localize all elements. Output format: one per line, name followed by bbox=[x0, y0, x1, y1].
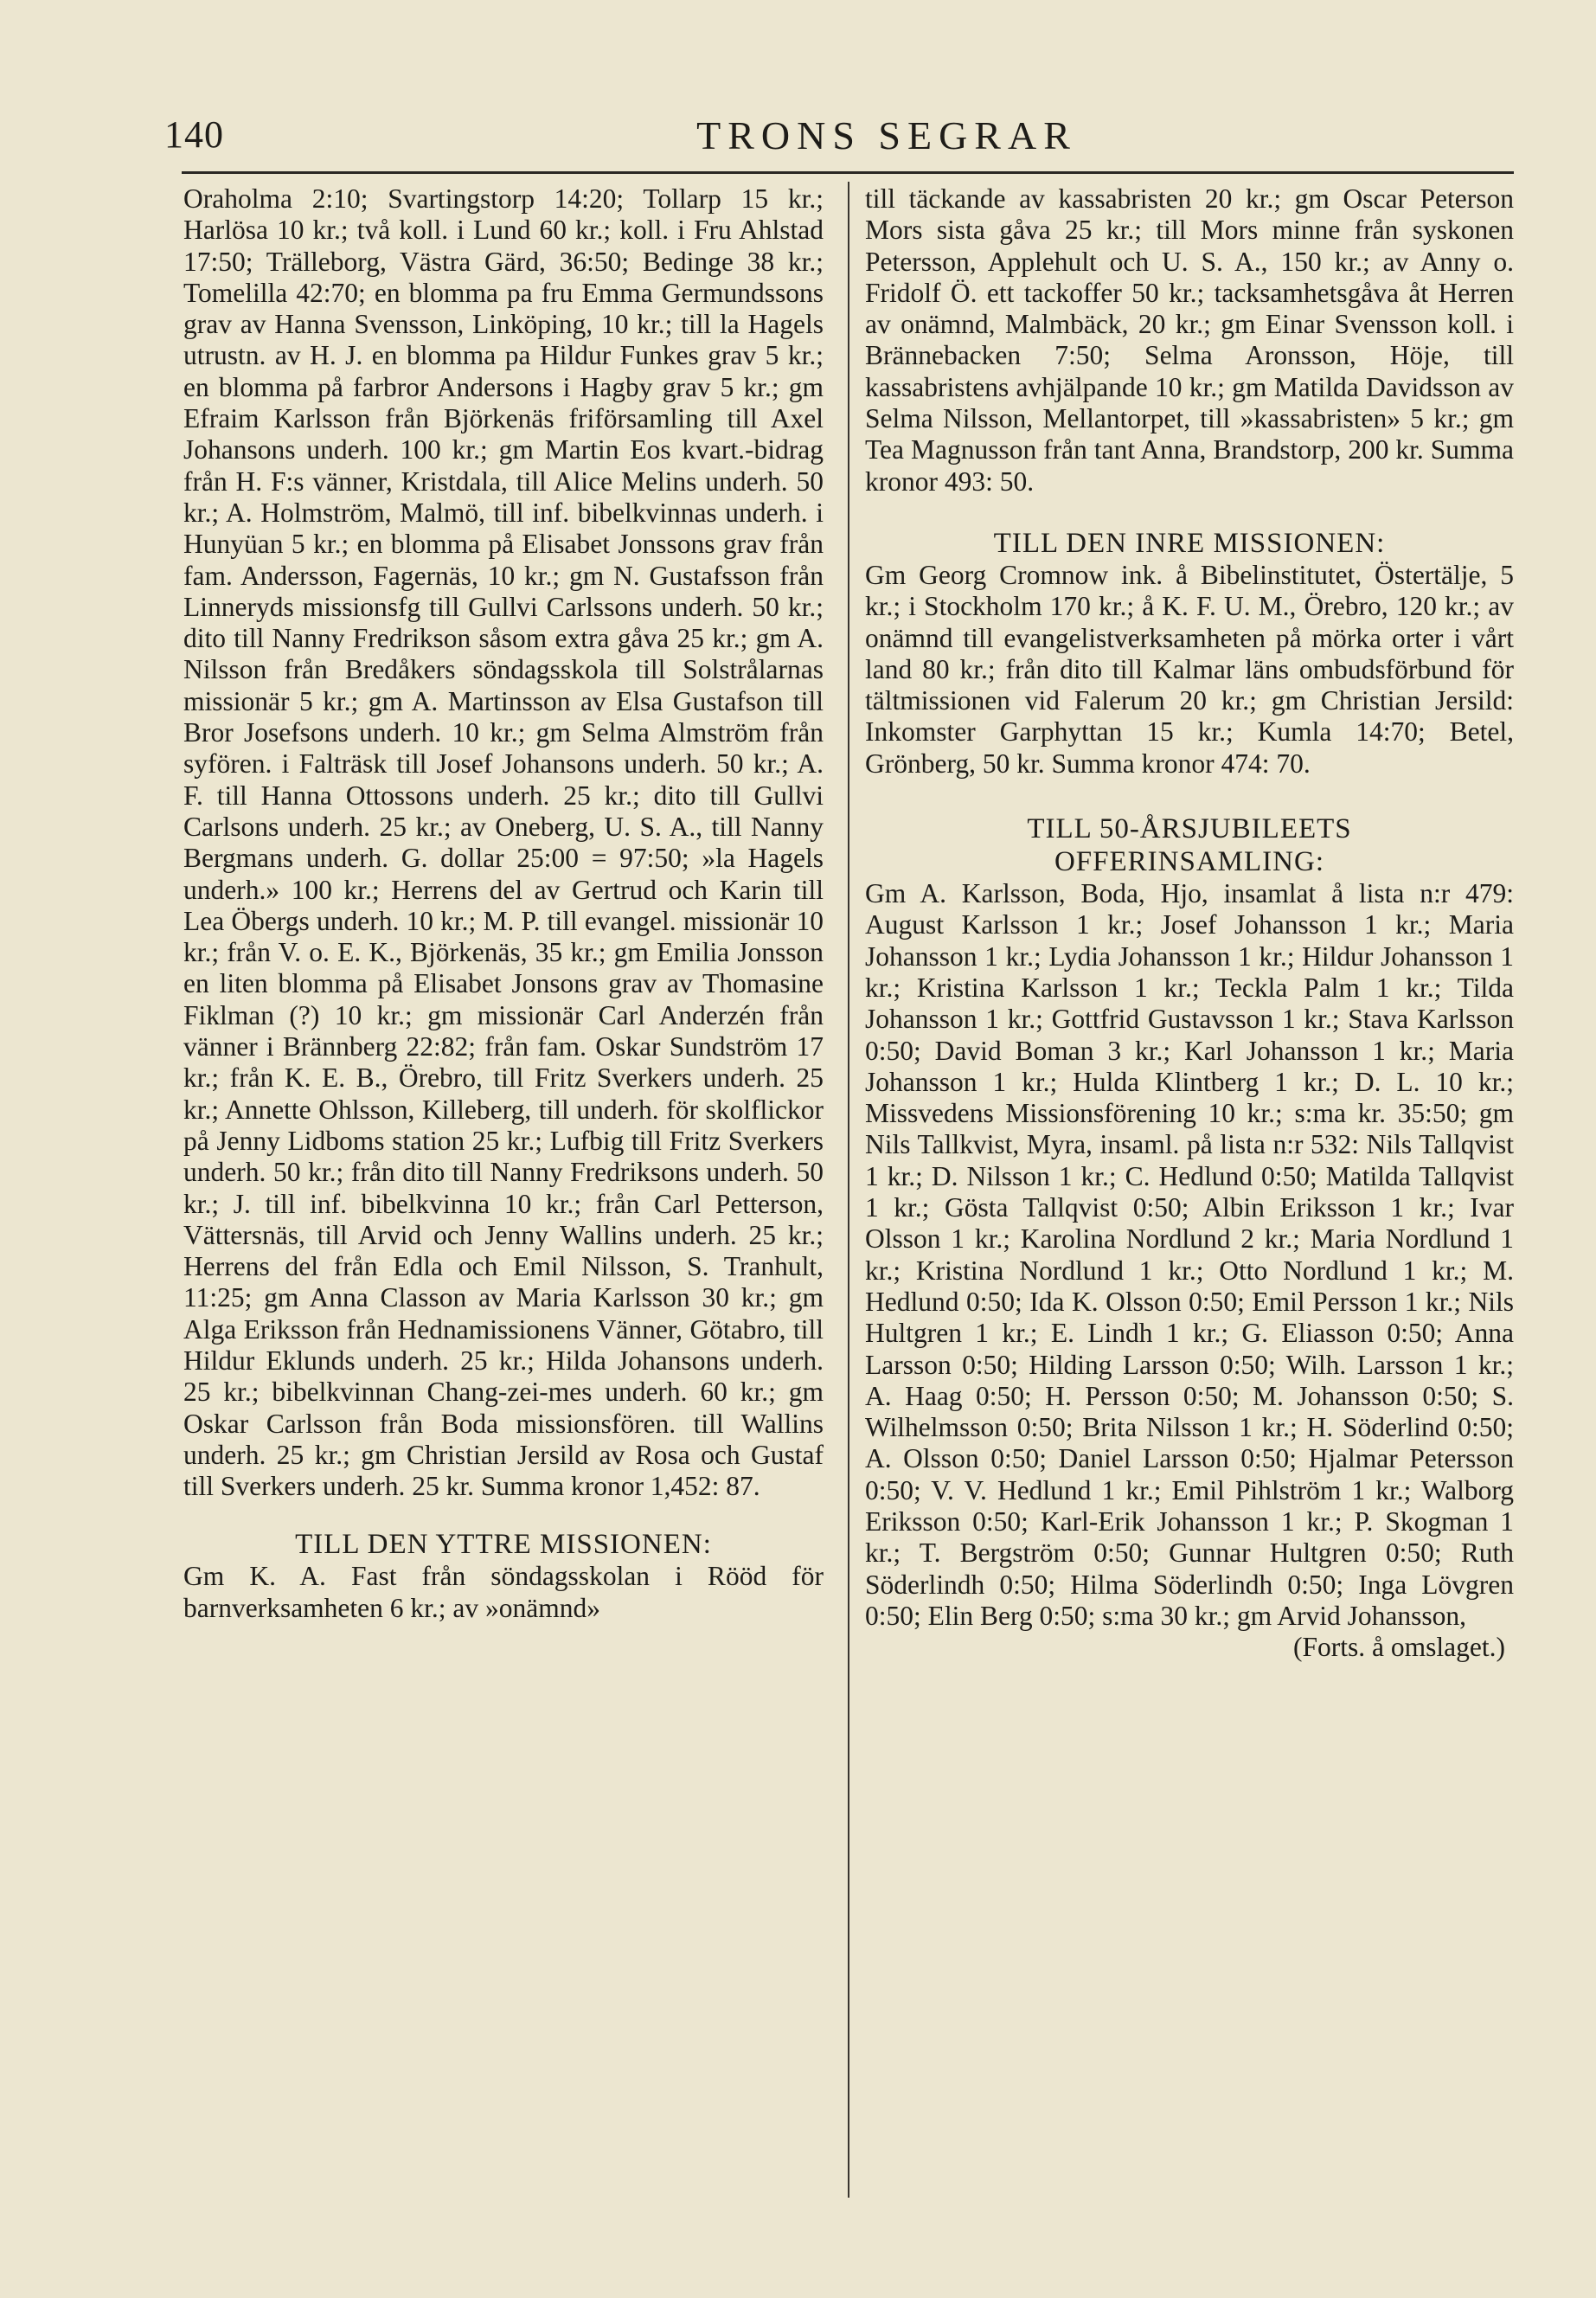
section-heading-inre-missionen: TILL DEN INRE MISSIONEN: bbox=[993, 527, 1386, 559]
inre-missionen-paragraph: Gm Georg Cromnow ink. å Bibelinstitutet, Östertälje, 5 kr.; i Stockholm 170 kr.; å K. F. U. M., Örebro, 120 kr.; av onämnd till evangelistverksamheten på mörka orter i vårt land 80 kr.; från dito till Kalmar läns ombudsförbund för tältmissionen vid Falerum 20 kr.; gm Christian Jersild: Inkomster Garphyttan 15 kr.; Kumla 14:70; Betel, Grönberg, 50 kr. Summa kronor 474: 70. bbox=[865, 559, 1514, 779]
spacer bbox=[865, 780, 1514, 812]
section-heading-jubileum-line2: OFFERINSAMLING: bbox=[1054, 846, 1325, 878]
section-heading-yttre-missionen: TILL DEN YTTRE MISSIONEN: bbox=[295, 1529, 712, 1561]
continuation-note: (Forts. å omslaget.) bbox=[1293, 1632, 1505, 1663]
continued-paragraph: till täckande av kassabristen 20 kr.; gm Oscar Peterson Mors sista gåva 25 kr.; till Mors minne från syskonen Petersson, Applehult och U. S. A., 150 kr.; av Anny o. Fridolf Ö. ett tackoffer 50 kr.; tacksamhetsgåva åt Herren av onämnd, Malmbäck, 20 kr.; gm Einar Svensson koll. i Brännebacken 7:50; Selma Aronsson, Höje, till kassabristens avhjälpande 10 kr.; gm Matilda Davidsson av Selma Nilsson, Mellantorpet, till »kassabristen» 5 kr.; gm Tea Magnusson från tant Anna, Brandstorp, 200 kr. Summa kronor 493: 50. bbox=[865, 183, 1514, 497]
page-number: 140 bbox=[164, 113, 224, 156]
yttre-missionen-paragraph: Gm K. A. Fast från söndagsskolan i Rööd för barnverksamheten 6 kr.; av »onämnd» bbox=[183, 1561, 824, 1623]
spacer bbox=[865, 497, 1514, 527]
right-column bbox=[865, 183, 1514, 1663]
section-heading-jubileum-line1: TILL 50-ÅRSJUBILEETS bbox=[1027, 813, 1352, 845]
running-title: TRONS SEGRAR bbox=[696, 113, 1077, 157]
column-divider bbox=[848, 182, 849, 2198]
page-header bbox=[164, 104, 1514, 173]
donation-list-paragraph: Oraholma 2:10; Svartingstorp 14:20; Tollarp 15 kr.; Harlösa 10 kr.; två koll. i Lund 60 kr.; koll. i Fru Ahlstad 17:50; Trälleborg, Västra Gärd, 36:50; Bedinge 38 kr.; Tomelilla 42:70; en blomma pa fru Emma Germundssons grav av Hanna Svensson, Linköping, 10 kr.; till la Hagels utrustn. av H. J. en blomma pa Hildur Funkes grav 5 kr.; en blomma på farbror Andersons i Hagby grav 5 kr.; gm Efraim Karlsson från Björkenäs friförsamling till Axel Johansons underh. 100 kr.; gm Martin Eos kvart.-bidrag från H. F:s vänner, Kristdala, till Alice Melins underh. 50 kr.; A. Holmström, Malmö, till inf. bibelkvinnas underh. i Hunyüan 5 kr.; en blomma på Elisabet Jonssons grav från fam. Andersson, Fagernäs, 10 kr.; gm N. Gustafsson från Linneryds missionsfg till Gullvi Carlssons underh. 50 kr.; dito till Nanny Fredrikson såsom extra gåva 25 kr.; gm A. Nilsson från Bredåkers söndagsskola till Solstrålarnas missionär 5 kr.; gm A. Martinsson av Elsa Gustafson till Bror Josefsons underh. 10 kr.; gm Selma Almström från syfören. i Falträsk till Josef Johansons underh. 50 kr.; A. F. till Hanna Ottossons underh. 25 kr.; dito till Gullvi Carlsons underh. 25 kr.; av Oneberg, U. S. A., till Nanny Bergmans underh. G. dollar 25:00 = 97:50; »la Hagels underh.» 100 kr.; Herrens del av Gertrud och Karin till Lea Öbergs underh. 10 kr.; M. P. till evangel. missionär 10 kr.; från V. o. E. K., Björkenäs, 35 kr.; gm Emilia Jonsson en liten blomma på Elisabet Jonsons grav av Thomasine Fiklman (?) 10 kr.; gm missionär Carl Anderzén från vänner i Brännberg 22:82; från fam. Oskar Sundström 17 kr.; från K. E. B., Örebro, till Fritz Sverkers underh. 25 kr.; Annette Ohlsson, Killeberg, till underh. för skolflickor på Jenny Lidboms station 25 kr.; Lufbig till Fritz Sverkers underh. 50 kr.; från dito till Nanny Fredriksons underh. 50 kr.; J. till inf. bibelkvinna 10 kr.; från Carl Petterson, Vättersnäs, till Arvid och Jenny Wallins underh. 25 kr.; Herrens del från Edla och Emil Nilsson, S. Tranhult, 11:25; gm Anna Classon av Maria Karlsson 30 kr.; gm Alga Eriksson från Hednamissionens Vänner, Götabro, till Hildur Eklunds underh. 25 kr.; Hilda Johansons underh. 25 kr.; bibelkvinnan Chang-zei-mes underh. 60 kr.; gm Oskar Carlsson från Boda missionsfören. till Wallins underh. 25 kr.; gm Christian Jersild av Rosa och Gustaf till Sverkers underh. 25 kr. Summa kronor 1,452: 87. bbox=[183, 183, 824, 1502]
spacer bbox=[183, 1502, 824, 1528]
jubileum-paragraph: Gm A. Karlsson, Boda, Hjo, insamlat å lista n:r 479: August Karlsson 1 kr.; Josef Johansson 1 kr.; Maria Johansson 1 kr.; Lydia Johansson 1 kr.; Hildur Johansson 1 kr.; Kristina Karlsson 1 kr.; Teckla Palm 1 kr.; Tilda Johansson 1 kr.; Gottfrid Gustavsson 1 kr.; Stava Karlsson 0:50; David Boman 3 kr.; Karl Johansson 1 kr.; Maria Johansson 1 kr.; Hulda Klintberg 1 kr.; D. L. 10 kr.; Missvedens Missionsförening 10 kr.; s:ma kr. 35:50; gm Nils Tallkvist, Myra, insaml. på lista n:r 532: Nils Tallqvist 1 kr.; D. Nilsson 1 kr.; C. Hedlund 0:50; Matilda Tallqvist 1 kr.; Gösta Tallqvist 0:50; Albin Eriksson 1 kr.; Ivar Olsson 1 kr.; Karolina Nordlund 2 kr.; Maria Nordlund 1 kr.; Kristina Nordlund 1 kr.; Otto Nordlund 1 kr.; M. Hedlund 0:50; Ida K. Olsson 0:50; Emil Persson 1 kr.; Nils Hultgren 1 kr.; E. Lindh 1 kr.; G. Eliasson 0:50; Anna Larsson 0:50; Hilding Larsson 0:50; Wilh. Larsson 1 kr.; A. Haag 0:50; H. Persson 0:50; M. Johansson 0:50; S. Wilhelmsson 0:50; Brita Nilsson 1 kr.; H. Söderlind 0:50; A. Olsson 0:50; Daniel Larsson 0:50; Hjalmar Petersson 0:50; V. V. Hedlund 1 kr.; Emil Pihlström 1 kr.; Walborg Eriksson 0:50; Karl-Erik Johansson 1 kr.; P. Skogman 1 kr.; T. Bergström 0:50; Gunnar Hultgren 0:50; Ruth Söderlindh 0:50; Hilma Söderlindh 0:50; Inga Lövgren 0:50; Elin Berg 0:50; s:ma 30 kr.; gm Arvid Johansson, bbox=[865, 878, 1514, 1631]
header-rule bbox=[182, 171, 1514, 174]
left-column bbox=[183, 183, 824, 1624]
